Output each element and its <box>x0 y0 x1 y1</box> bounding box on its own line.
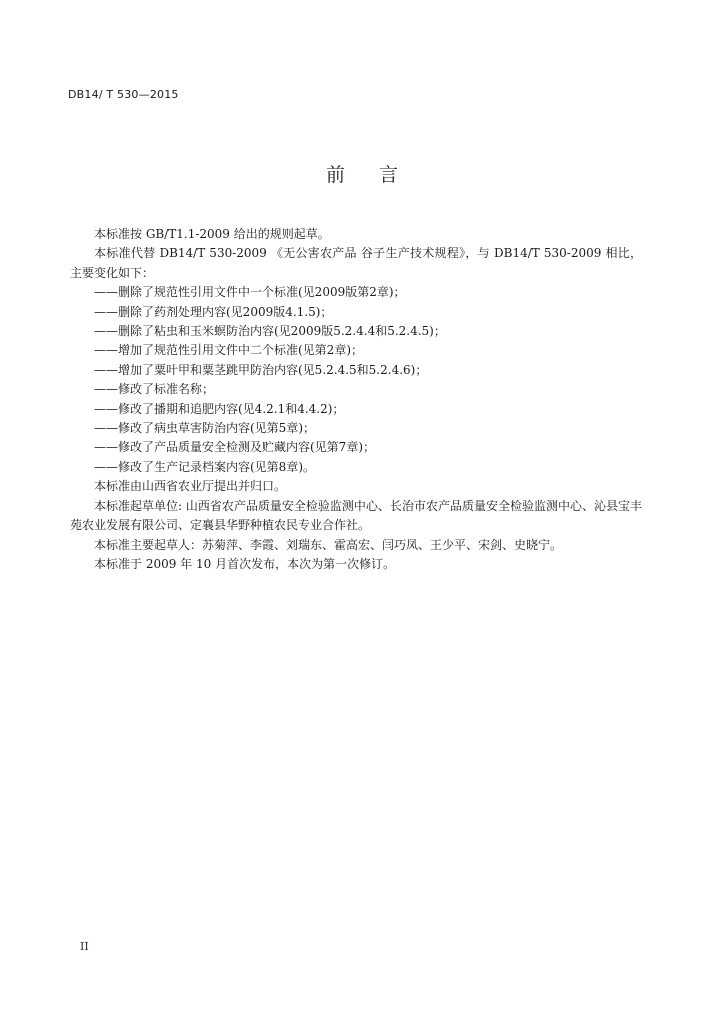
list-item: ——修改了病虫草害防治内容(见第5章)； <box>94 421 315 436</box>
list-item: ——增加了规范性引用文件中二个标准(见第2章)； <box>94 343 363 358</box>
paragraph-drafting-units: 本标准起草单位: 山西省农产品质量安全检验监测中心、长治市农产品质量安全检验监测中心、沁县宝丰苑农业发展有限公司、定襄县华野种植农民专业合作社。 <box>70 498 642 533</box>
list-item: ——修改了生产记录档案内容(见第8章)。 <box>94 459 315 474</box>
list-item: ——修改了播期和追肥内容(见4.2.1和4.4.2)； <box>94 401 345 416</box>
list-item: ——删除了粘虫和玉米螟防治内容(见2009版5.2.4.4和5.2.4.5)； <box>94 324 446 339</box>
paragraph-replacement-note: 本标准代替 DB14/T 530-2009 《无公害农产品 谷子生产技术规程》，与 DB14/T 530-2009 相比，主要变化如下： <box>70 246 642 280</box>
list-item: ——删除了药剂处理内容(见2009版4.1.5)； <box>94 304 333 319</box>
list-item: ——修改了标准名称； <box>94 382 215 397</box>
paragraph-release-history: 本标准于 2009 年 10 月首次发布，本次为第一次修订。 <box>94 556 396 571</box>
page-number: II <box>80 940 89 953</box>
paragraph-drafting-rules: 本标准按 GB/T1.1-2009 给出的规则起草。 <box>94 227 330 241</box>
list-item: ——删除了规范性引用文件中一个标准(见2009版第2章)； <box>94 285 406 300</box>
page-title: 前 言 <box>325 164 413 186</box>
paragraph-proposer: 本标准由山西省农业厅提出并归口。 <box>94 479 287 494</box>
paragraph-drafters: 本标准主要起草人：苏菊萍、李霞、刘瑞东、霍高宏、闫巧凤、王少平、宋剑、史晓宁。 <box>94 537 563 552</box>
document-body <box>70 225 642 574</box>
list-item: ——增加了粟叶甲和粟茎跳甲防治内容(见5.2.4.5和5.2.4.6)； <box>94 362 428 377</box>
list-item: ——修改了产品质量安全检测及贮藏内容(见第7章)； <box>94 440 375 455</box>
document-code: DB14/ T 530—2015 <box>68 88 179 101</box>
